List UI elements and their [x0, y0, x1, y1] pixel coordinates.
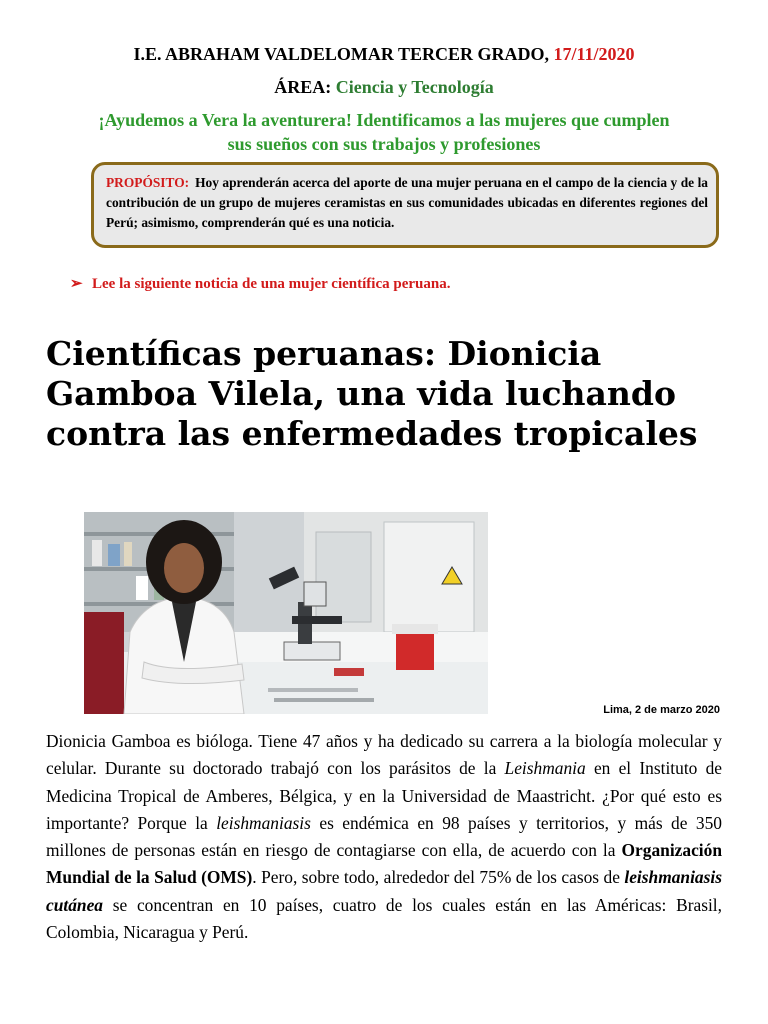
body-text-5: se concentran en 10 países, cuatro de los cuales están en las Américas: Brasil, Colombia, Nicaragua y Perú.	[46, 894, 722, 943]
body-bold-oms: Organización Mundial de la Salud (OMS)	[46, 840, 722, 888]
header-date: 17/11/2020	[553, 44, 635, 64]
area-value: Ciencia y Tecnología	[335, 77, 494, 97]
body-italic-leishmania: Leishmania	[504, 758, 586, 779]
arrow-bullet-icon: ➢	[70, 276, 83, 292]
header-school-line	[0, 44, 768, 65]
body-text-1: Dionicia Gamboa es bióloga. Tiene 47 años y ha dedicado su carrera a la biología molecular y celular. Durante su doctorado trabajó con los parásitos de la	[46, 731, 722, 779]
instruction	[70, 274, 450, 293]
body-text-4: . Pero, sobre todo, alrededor del 75% de los casos de	[252, 867, 625, 888]
body-bold-italic-cutanea: leishmaniasis cutánea	[46, 867, 722, 915]
dateline: Lima, 2 de marzo 2020	[603, 704, 720, 716]
purpose-text: Hoy aprenderán acerca del aporte de una mujer peruana en el campo de la ciencia y de la contribución de un grupo de mujeres ceramistas en sus comunidades ubicadas en diferentes regiones del Perú; asimismo, comprenderán qué es una noticia.	[106, 175, 708, 230]
instruction-text: Lee la siguiente noticia de una mujer científica peruana.	[92, 276, 451, 292]
purpose-label: PROPÓSITO:	[106, 175, 190, 190]
header-school: I.E. ABRAHAM VALDELOMAR TERCER GRADO,	[133, 44, 550, 64]
article-title: Científicas peruanas: Dionicia Gamboa Vilela, una vida luchando contra las enfermedades tropicales	[46, 334, 698, 453]
area-label: ÁREA:	[274, 77, 332, 97]
header-area-line	[0, 77, 768, 98]
body-text-3: es endémica en 98 países y territorios, y más de 350 millones de personas están en riesgo de contagiarse con ella, de acuerdo con la	[46, 812, 722, 861]
activity-subtitle	[40, 108, 728, 156]
purpose-box	[91, 162, 719, 248]
subtitle-line-2: sus sueños con sus trabajos y profesiones	[227, 134, 541, 154]
scientist-lab-photo	[84, 512, 488, 714]
body-italic-leishmaniasis: leishmaniasis	[216, 812, 311, 833]
subtitle-line-1: ¡Ayudemos a Vera la aventurera! Identificamos a las mujeres que cumplen	[98, 110, 670, 130]
body-text-2: en el Instituto de Medicina Tropical de Amberes, Bélgica, y en la Universidad de Maastricht. ¿Por qué esto es importante? Porque la	[46, 758, 722, 833]
article-body	[46, 728, 722, 946]
